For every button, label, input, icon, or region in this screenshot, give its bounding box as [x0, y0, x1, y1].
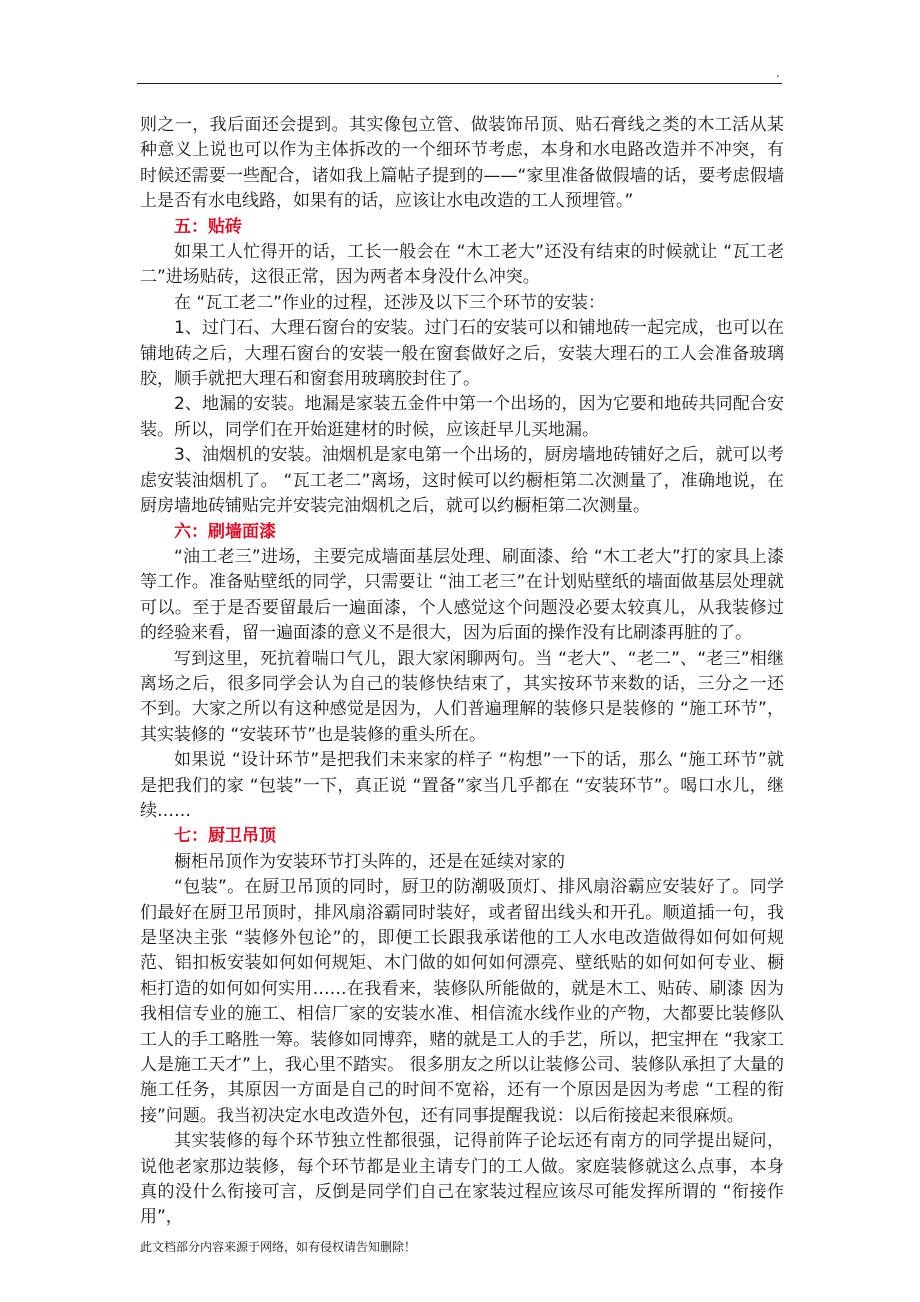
paragraph: 橱柜吊顶作为安装环节打头阵的，还是在延续对家的 — [174, 851, 565, 872]
paragraph: 如果说 “设计环节”是把我们未来家的样子 “构想”一下的话，那么 “施工环节”就是把我们的家 “包装”一下，真正说 “置备”家当几乎都在 “安装环节”。喝口水儿，继续…… — [140, 750, 784, 821]
section-heading-tiling: 五：贴砖 — [174, 216, 242, 237]
header-rule — [137, 83, 782, 84]
document-body — [140, 113, 784, 1231]
paragraph: 如果工人忙得开的话，工长一般会在 “木工老大”还没有结束的时候就让 “瓦工老二”进场贴砖，这很正常，因为两者本身没什么冲突。 — [140, 242, 784, 288]
list-item: 2、地漏的安装。地漏是家装五金件中第一个出场的，因为它要和地砖共同配合安装。所以，同学们在开始逛建材的时候，应该赶早儿买地漏。 — [140, 394, 784, 440]
paragraph: “包装”。在厨卫吊顶的同时，厨卫的防潮吸顶灯、排风扇浴霸应安装好了。同学们最好在厨卫吊顶时，排风扇浴霸同时装好，或者留出线头和开孔。顺道插一句，我是坚决主张 “装修外包论”的，即便工长跟我承诺他的工人水电改造做得如何如何规范、铝扣板安装如何如何规矩、木门做的如何如何漂亮、壁纸贴的如何如何专业、橱柜打造的如何如何实用……在我看来，装修队所能做的，就是木工、贴砖、刷漆 因为我相信专业的施工、相信厂家的安装水准、相信流水线作业的产物，大都要比装修队工人的手工略胜一筹。装修如同博弈，赌的就是工人的手艺，所以，把宝押在 “我家工人是施工天才”上，我心里不踏实。 很多朋友之所以让装修公司、装修队承担了大量的施工任务，其原因一方面是自己的时间不宽裕，还有一个原因是因为考虑 “工程的衔接”问题。我当初决定水电改造外包，还有同事提醒我说：以后衔接起来很麻烦。 — [140, 877, 784, 1126]
paragraph: 写到这里，死抗着喘口气儿，跟大家闲聊两句。当 “老大”、“老二”、“老三”相继离场之后，很多同学会认为自己的装修快结束了，其实按环节来数的话，三分之一还不到。大家之所以有这种感觉是因为，人们普遍理解的装修只是装修的 “施工环节”，其实装修的 “安装环节”也是装修的重头所在。 — [140, 648, 784, 745]
paragraph: 则之一，我后面还会提到。其实像包立管、做装饰吊顶、贴石膏线之类的木工活从某种意义上说也可以作为主体拆改的一个细环节考虑，本身和水电路改造并不冲突，有时候还需要一些配合，诸如我上篇帖子提到的——“家里准备做假墙的话，要考虑假墙上是否有水电线路，如果有的话，应该让水电改造的工人预埋管。” — [140, 115, 784, 212]
header-mark: . — [776, 66, 780, 80]
paragraph: 其实装修的每个环节独立性都很强，记得前阵子论坛还有南方的同学提出疑问，说他老家那边装修，每个环节都是业主请专门的工人做。家庭装修就这么点事，本身真的没什么衔接可言，反倒是同学们自己在家装过程应该尽可能发挥所谓的 “衔接作用”， — [140, 1131, 784, 1228]
paragraph: “油工老三”进场，主要完成墙面基层处理、刷面漆、给 “木工老大”打的家具上漆等工作。准备贴壁纸的同学，只需要让 “油工老三”在计划贴壁纸的墙面做基层处理就可以。至于是否要留最后一遍面漆，个人感觉这个问题没必要太较真儿，从我装修过的经验来看，留一遍面漆的意义不是很大，因为后面的操作没有比刷漆再脏的了。 — [140, 546, 784, 644]
paragraph: 在 “瓦工老二”作业的过程，还涉及以下三个环节的安装： — [174, 292, 606, 313]
list-item: 3、油烟机的安装。油烟机是家电第一个出场的，厨房墙地砖铺好之后，就可以考虑安装油烟机了。 “瓦工老二”离场，这时候可以约橱柜第二次测量了，准确地说，在厨房墙地砖铺贴完并安装完油烟机之后，就可以约橱柜第二次测量。 — [140, 445, 784, 517]
section-heading-ceiling: 七：厨卫吊顶 — [174, 826, 276, 847]
list-item: 1、过门石、大理石窗台的安装。过门石的安装可以和铺地砖一起完成，也可以在铺地砖之后，大理石窗台的安装一般在窗套做好之后，安装大理石的工人会准备玻璃胶，顺手就把大理石和窗套用玻璃胶封住了。 — [140, 318, 784, 390]
footer-disclaimer: 此文档部分内容来源于网络，如有侵权请告知删除！ — [140, 1240, 417, 1254]
section-heading-wall-paint: 六：刷墙面漆 — [174, 521, 276, 542]
